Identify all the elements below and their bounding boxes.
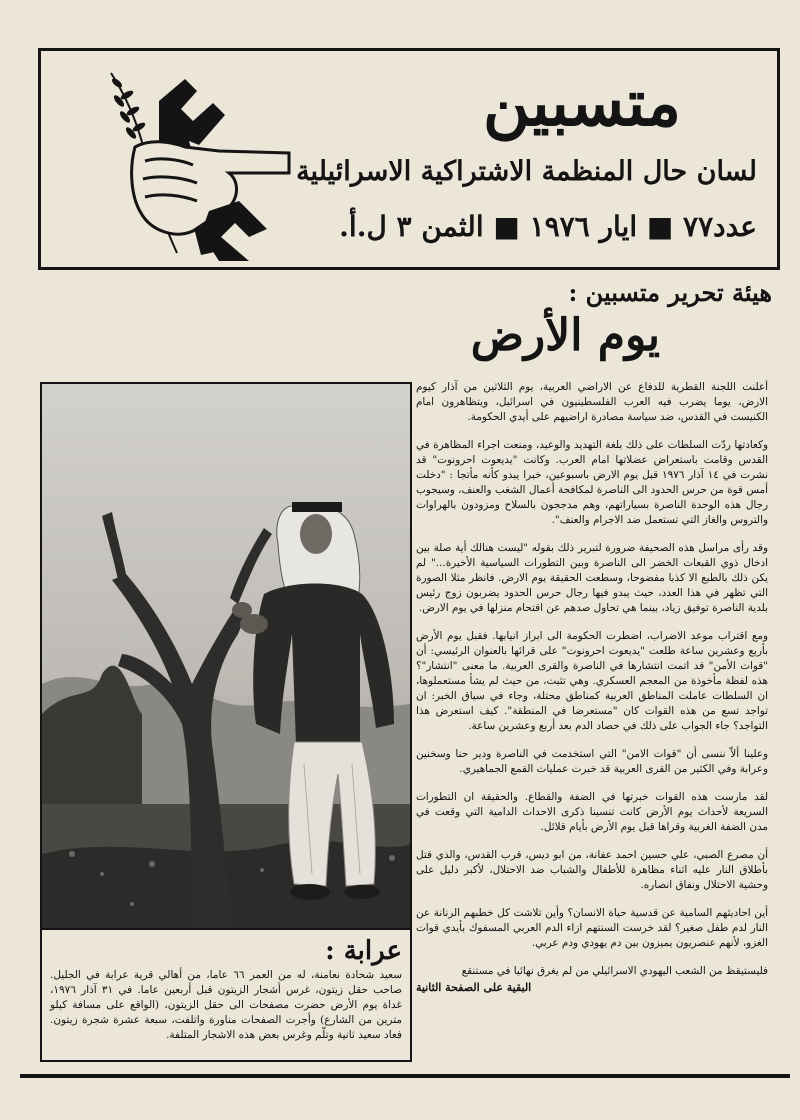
article-paragraph: وعلينا ألاّ ننسى أن "قوات الامن" التي استخدمت في الناصرة ودير حنا وسخنين وعرابة وفي الكثير من القرى العربية قد خبرت عمليات القمع الجماهيري.: [416, 748, 768, 775]
article-paragraph: لقد مارست هذه القوات خبرتها في الضفة والقطاع. والحقيقة ان التطورات السريعة لأحداث يوم الأرض كانت تنسينا ذكرى الاحداث الدامية التي وقعت في مدن الضفة الغربية وقراها قبل يوم الأرض بأيام قلائل.: [416, 791, 768, 833]
article-paragraph: ومع اقتراب موعد الاضراب، اضطرت الحكومة الى ابراز انيابها. فقبل يوم الأرض بأربع وعشرين ساعة طلعت "يديعوت احرونوت" على قرائها بالعنوان الرئيسي: أن "قوات الأمن" قد اتمت انتشارها في الناصرة والقرى العربية. ما معنى "انتشار"؟ هذه لفظة مأخوذة من المعجم العسكري. وهي تثبت، من حيث لم يشأ مستعملوها، ان السلطات عاملت المناطق العربية كمناطق محتلة، وجاء في سياق الخبر: ان تواجد تسع من هذه القوات كان "مستعرضا في المنطقة". كيف استعرض هذا التواجد؟ جاء الجواب على ذلك في حصاد الدم بعد أربع وعشرين ساعة.: [416, 630, 768, 732]
caption-title: عرابة :: [325, 936, 402, 966]
photo-caption: [40, 930, 412, 1062]
wrench-fist-wheat-icon: [89, 61, 299, 261]
article-body: [416, 380, 768, 1054]
masthead-title: متسبين: [482, 66, 681, 141]
article-paragraph: فليستيقظ من الشعب اليهودي الاسرائيلي من لم يغرق نهائيا في مستنقع: [461, 965, 768, 977]
continued-note: البقية على الصفحة الثانية: [416, 981, 532, 994]
article-headline: يوم الأرض: [470, 310, 660, 361]
article-paragraph: أين احاديثهم السامية عن قدسية حياة الانسان؟ وأين تلاشت كل خطبهم الرنانة عن النار لدم طفل صغير؟ لقد خرست السنتهم ازاء الدم العربي المسفوك بأيدي قوات الغزو، لأنهم عنصريون يميزون بين دم يهودي ودم عربي.: [416, 907, 768, 949]
article-paragraph: أن مصرع الصبي، علي حسين احمد عفانة، من ابو ديس، قرب القدس، والذي قتل بأطلاق النار عليه اثناء مظاهرة للأطفال والشباب ضد الاحتلال، لأكبر دليل على وحشية الاحتلال ونفاق انصاره.: [416, 849, 768, 891]
article-paragraph: وقد رأى مراسل هذه الصحيفة ضرورة لتبرير ذلك بقوله "ليست هنالك أية صلة بين ادخال ذوي القبعات الخضر الى الناصرة وبين التطورات السياسية الأخيرة..." لم يكن ذلك بالطبع الا كذبا مفضوحا، وسطعت الحقيقة يوم الارض. فانظر مثلا الصورة التي تظهر في هذا العدد، حيث يبدو فيها رجال حرس الحدود يضربون زوج رئيس بلدية الناصرة توفيق زياد، بينما هي تحاول صدهم عن اقتحام منزلها في يوم الارض.: [416, 542, 768, 614]
photo-man-tree-icon: [40, 382, 412, 930]
issue-line: عدد٧٧ ■ ايار ١٩٧٦ ■ الثمن ٣ ل.أ.: [339, 210, 757, 243]
masthead: [38, 48, 780, 270]
article-paragraph: أعلنت اللجنة القطرية للدفاع عن الاراضي العربية، يوم الثلاثين من آذار كيوم الارض، يوما يضرب فيه العرب الفلسطينيون في اسرائيل، ويتظاهرون امام الكنيست في القدس، ضد سياسة مصادرة اراضيهم على أيدي الحكومة.: [416, 381, 768, 423]
caption-body: سعيد شحادة نعامنة، له من العمر ٦٦ عاما، من أهالي قرية عرابة في الجليل. صاحب حقل زيتون، غرس أشجار الزيتون قبل أربعين عاما. في ٣١ آذار ١٩٧٦، غداة يوم الأرض حضرت مصفحات الى حقل الزيتون، (الواقع على مسافة كيلو مترين من الشارع) وأجرت الصفحات مناورة واتلفت، سبعة عشرة شجرة زيتون. فعاد سعيد ثانية وتلّم وغرس بعض هذه الاشجار المتلفة.: [50, 969, 403, 1041]
masthead-subtitle: لسان حال المنظمة الاشتراكية الاسرائيلية: [296, 156, 757, 187]
bottom-rule: [20, 1074, 790, 1078]
article-paragraph: وكعادتها ردّت السلطات على ذلك بلغة التهديد والوعيد، ومنعت اجراء المظاهرة في القدس وقامت باستعراض عضلاتها امام العرب. وكانت "يديعوت احرونوت" قد نشرت في ١٤ آذار ١٩٧٦ قبل يوم الارض باسبوعين، خبرا يبدو كأنه مأتجا : "دخلت أمس قوة من حرس الحدود الى الناصرة لمكافحة أعمال الشغب والعنف، وسيجوب رجال هذه الوحدة الناصرة بسياراتهم، وهم مدججون بالسلاح ومزودون بالهراوات والتروس والغاز التي تستعمل ضد الاجرام والعنف".: [416, 439, 768, 526]
article-byline: هيئة تحرير متسبين :: [568, 278, 772, 307]
